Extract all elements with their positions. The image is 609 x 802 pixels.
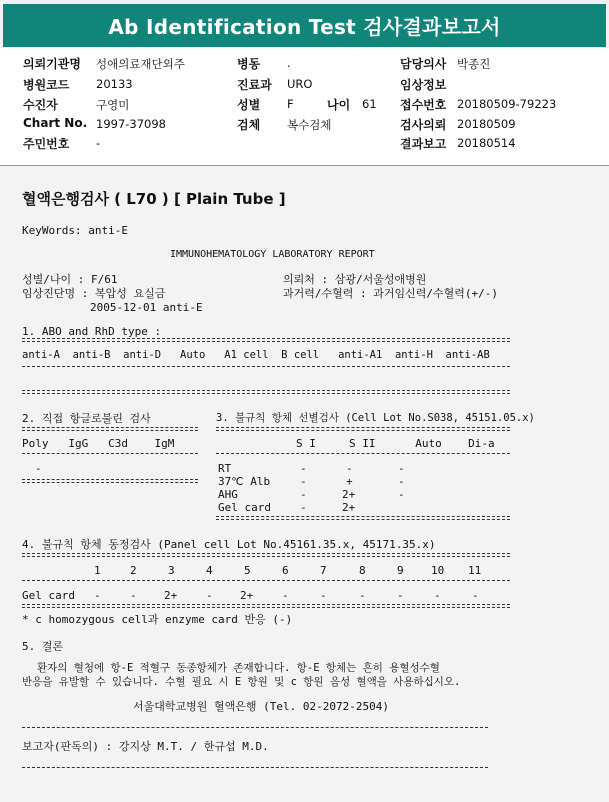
diagnosis-date: 2005-12-01 anti-E	[90, 301, 203, 314]
panel-cell: -	[472, 589, 479, 602]
section5-title: 5. 결론	[22, 640, 64, 653]
panel-row-label: Gel card	[22, 589, 75, 602]
ward-value: .	[287, 56, 291, 70]
panel-note: * c homozygous cell과 enzyme card 반응 (-)	[22, 613, 293, 626]
diagnosis-line: 임상진단명 : 복압성 요실금	[22, 287, 166, 300]
section4-title: 4. 불규칙 항체 동정검사 (Panel cell Lot No.45161.35.x, 45171.35.x)	[22, 538, 436, 551]
panel-cell: -	[282, 589, 289, 602]
chart-no-value: 1997-37098	[96, 117, 166, 131]
screening-headers: S I S II Auto Di-a	[296, 437, 495, 450]
panel-col: 6	[282, 564, 289, 577]
panel-cell: -	[320, 589, 327, 602]
panel-col: 10	[431, 564, 445, 577]
screen-cell: -	[398, 475, 405, 488]
requester-line: 의뢰처 : 삼광/서울성애병원	[283, 273, 427, 286]
abo-rhd-headers: anti-A anti-B anti-D Auto A1 cell B cell anti-A1 anti-H anti-AB	[22, 349, 490, 361]
test-title: 혈액은행검사 ( L70 ) [ Plain Tube ]	[22, 190, 286, 208]
lab-report-title: IMMUNOHEMATOLOGY LABORATORY REPORT	[170, 249, 375, 260]
screen-row-label: 37℃ Alb	[218, 475, 271, 488]
panel-col: 2	[130, 564, 137, 577]
resident-no-value: -	[96, 136, 101, 150]
screen-cell: 2+	[342, 488, 356, 501]
sex-age-line: 성별/나이 : F/61	[22, 273, 118, 286]
rule	[22, 390, 510, 394]
dat-headers: Poly IgG C3d IgM	[22, 437, 175, 450]
rule	[22, 580, 510, 581]
rule	[216, 453, 510, 454]
chart-no-label: Chart No.	[23, 116, 88, 130]
report-date-label: 결과보고	[400, 137, 447, 151]
age-label: 나이	[327, 98, 351, 112]
panel-cell: 2+	[164, 589, 178, 602]
rule	[216, 516, 510, 520]
rule	[22, 427, 198, 431]
rule	[22, 479, 198, 483]
sex-value: F	[287, 97, 294, 111]
specimen-value: 복수검체	[287, 118, 332, 132]
screen-row-label: RT	[218, 462, 232, 475]
panel-cell: -	[359, 589, 366, 602]
accession-label: 접수번호	[400, 98, 447, 112]
patient-label: 수진자	[23, 98, 58, 112]
screen-cell: +	[346, 475, 353, 488]
conclusion-line-2: 반응을 유발할 수 있습니다. 수혈 필요 시 E 항원 및 c 항원 음성 혈액을 사용하십시오.	[22, 676, 461, 688]
panel-cell: -	[206, 589, 213, 602]
keywords: KeyWords: anti-E	[22, 224, 128, 237]
reporter-line: 보고자(판독의) : 강지상 M.T. / 한규섭 M.D.	[22, 740, 269, 753]
panel-col: 11	[468, 564, 482, 577]
report-header-bar	[3, 4, 606, 47]
institution-label: 의뢰기관명	[23, 57, 81, 71]
rule	[22, 767, 488, 768]
screen-cell: -	[398, 488, 405, 501]
clinical-info-label: 임상정보	[400, 78, 447, 92]
doctor-label: 담당의사	[400, 57, 447, 71]
panel-col: 4	[206, 564, 213, 577]
panel-cell: -	[130, 589, 137, 602]
panel-cell: -	[94, 589, 101, 602]
panel-col: 3	[168, 564, 175, 577]
age-value: 61	[362, 97, 377, 111]
rule	[22, 338, 510, 342]
conclusion-line-1: 환자의 혈청에 항-E 적혈구 동종항체가 존재합니다. 항-E 항체는 흔히 용혈성수혈	[37, 662, 440, 674]
section1-title: 1. ABO and RhD type :	[22, 325, 162, 338]
screen-row-label: Gel card	[218, 501, 271, 514]
panel-col: 1	[94, 564, 101, 577]
rule	[22, 553, 510, 557]
screen-cell: 2+	[342, 501, 356, 514]
rule	[22, 366, 510, 367]
section3-title: 3. 불규칙 항체 선별검사 (Cell Lot No.S038, 45151.05.x)	[216, 412, 535, 424]
request-date-label: 검사의뢰	[400, 118, 447, 132]
rule	[22, 453, 198, 454]
panel-col: 9	[397, 564, 404, 577]
panel-col: 5	[244, 564, 251, 577]
report-title: Ab Identification Test 검사결과보고서	[108, 15, 501, 39]
rule	[216, 427, 510, 431]
panel-cell: 2+	[240, 589, 254, 602]
report-date-value: 20180514	[457, 136, 516, 150]
department-value: URO	[287, 77, 313, 91]
rule	[22, 727, 488, 728]
doctor-value: 박종진	[457, 57, 491, 71]
screen-row-label: AHG	[218, 488, 238, 501]
ward-label: 병동	[237, 57, 261, 71]
panel-col: 8	[359, 564, 366, 577]
request-date-value: 20180509	[457, 117, 516, 131]
screen-cell: -	[398, 462, 405, 475]
panel-col: 7	[320, 564, 327, 577]
institution-value: 성애의료재단외주	[96, 57, 185, 71]
resident-no-label: 주민번호	[23, 137, 70, 151]
screen-cell: -	[300, 501, 307, 514]
section2-title: 2. 직접 항글로불린 검사	[22, 412, 151, 425]
hospital-code-value: 20133	[96, 77, 133, 91]
screen-cell: -	[300, 475, 307, 488]
hospital-code-label: 병원코드	[23, 78, 70, 92]
panel-cell: -	[397, 589, 404, 602]
dat-value: -	[35, 462, 42, 475]
panel-cell: -	[434, 589, 441, 602]
accession-value: 20180509-79223	[457, 97, 557, 111]
screen-cell: -	[346, 462, 353, 475]
specimen-label: 검체	[237, 118, 261, 132]
screen-cell: -	[300, 488, 307, 501]
history-line: 과거력/수혈력 : 과거임신력/수혈력(+/-)	[283, 287, 498, 300]
screen-cell: -	[300, 462, 307, 475]
lab-signature: 서울대학교병원 혈액은행 (Tel. 02-2072-2504)	[133, 700, 389, 713]
rule	[22, 604, 510, 608]
department-label: 진료과	[237, 78, 272, 92]
patient-value: 구영미	[96, 98, 130, 112]
sex-label: 성별	[237, 98, 261, 112]
